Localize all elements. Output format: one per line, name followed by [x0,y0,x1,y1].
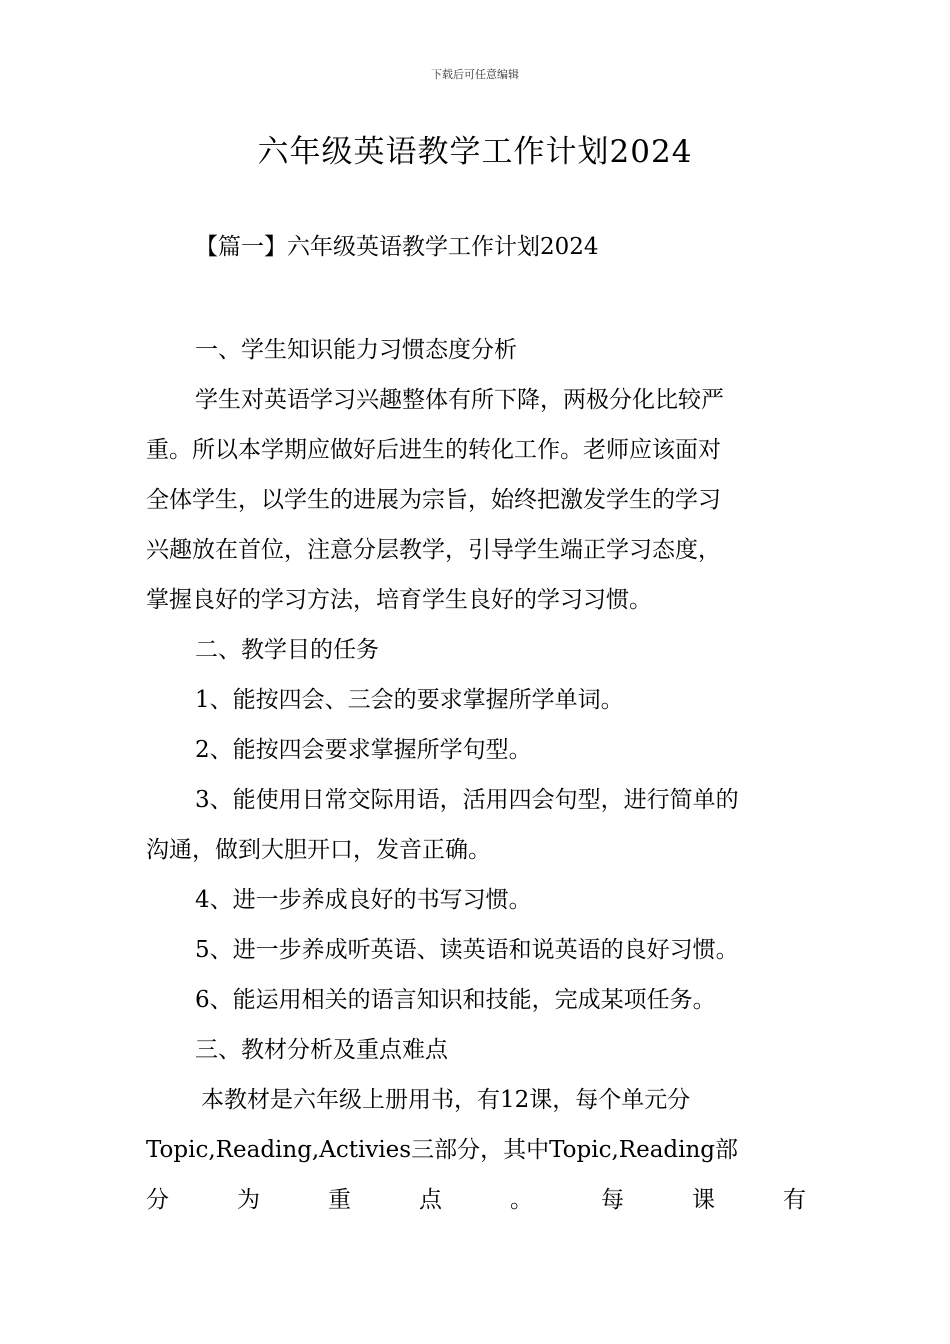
paragraph-line: 本教材是六年级上册用书，有12课，每个单元分 [201,1087,691,1113]
list-item: 6、能运用相关的语言知识和技能，完成某项任务。 [195,987,716,1013]
subheading-3: 三、教材分析及重点难点 [195,1037,448,1063]
subheading-2: 二、教学目的任务 [195,637,379,663]
body-text [146,325,806,1225]
list-item: 5、进一步养成听英语、读英语和说英语的良好习惯。 [195,937,739,963]
list-item: 2、能按四会要求掌握所学句型。 [195,737,532,763]
word: 。 [510,1187,533,1213]
word: 分 [146,1187,169,1213]
word: 点 [419,1187,442,1213]
word: 课 [692,1187,715,1213]
word: 每 [601,1187,624,1213]
list-item: 1、能按四会、三会的要求掌握所学单词。 [195,687,624,713]
paragraph-line: 学生对英语学习兴趣整体有所下降，两极分化比较严 [195,387,724,413]
paragraph-line: 兴趣放在首位，注意分层教学，引导学生端正学习态度， [146,537,721,563]
paragraph-line: 掌握良好的学习方法，培育学生良好的学习习惯。 [146,587,652,613]
justified-last-line [146,1175,806,1225]
document-title: 六年级英语教学工作计划2024 [257,134,693,170]
section-heading: 【篇一】六年级英语教学工作计划2024 [195,234,599,260]
list-item: 4、进一步养成良好的书写习惯。 [195,887,532,913]
paragraph-line: Topic,Reading,Activies三部分，其中Topic,Reading部 [146,1137,739,1163]
paragraph-line: 重。所以本学期应做好后进生的转化工作。老师应该面对 [146,437,721,463]
list-item: 3、能使用日常交际用语，活用四会句型，进行简单的 [195,787,739,813]
subheading-1: 一、学生知识能力习惯态度分析 [195,337,517,363]
word: 为 [237,1187,260,1213]
paragraph-line: 全体学生，以学生的进展为宗旨，始终把激发学生的学习 [146,487,721,513]
header-note: 下载后可任意编辑 [431,68,519,81]
list-item-continuation: 沟通，做到大胆开口，发音正确。 [146,837,491,863]
word: 重 [328,1187,351,1213]
word: 有 [783,1187,806,1213]
